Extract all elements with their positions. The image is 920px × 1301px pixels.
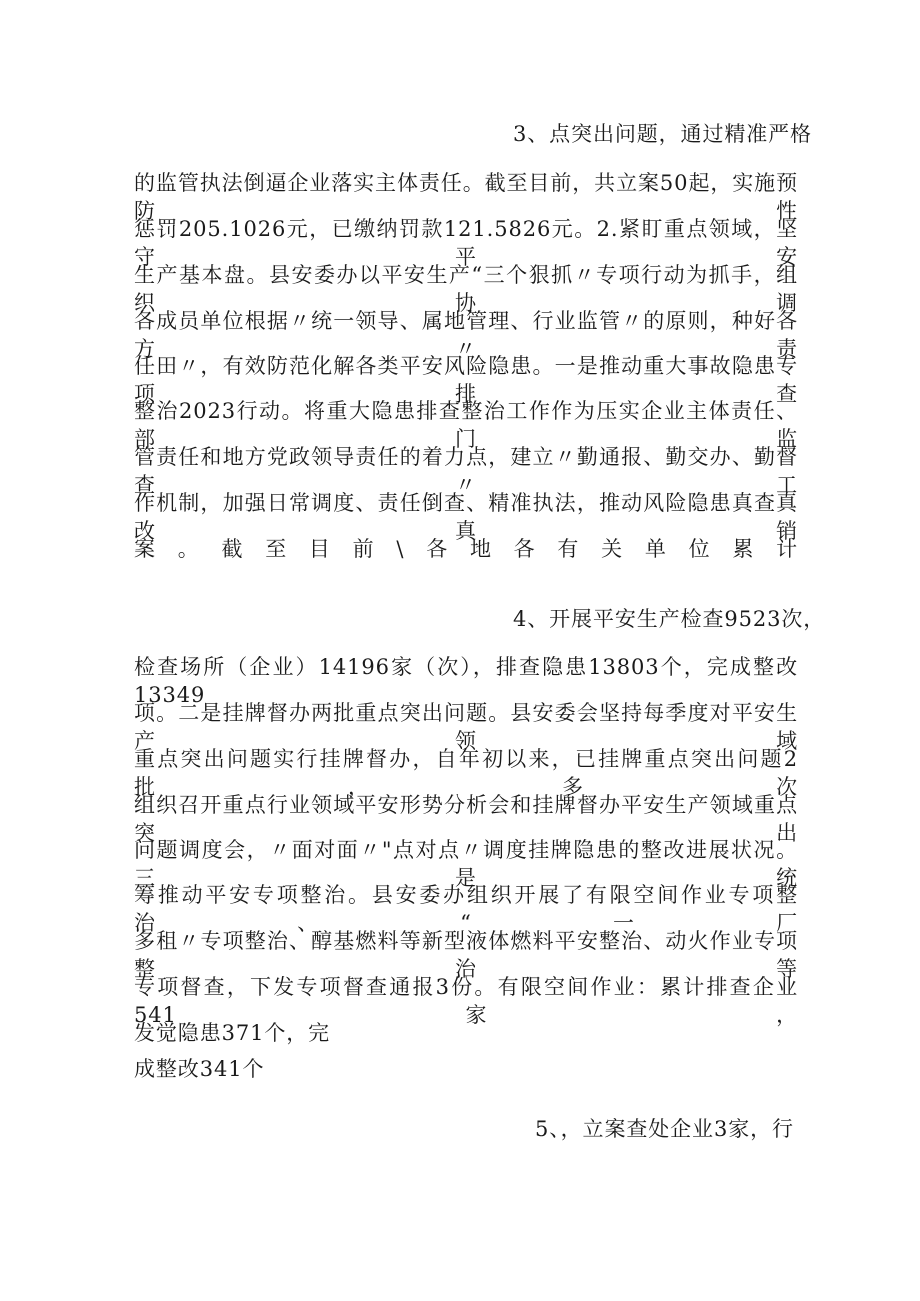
section-4-line: 发觉隐患371个，完 [134, 1021, 331, 1045]
section-3-line: 整治2023行动。将重大隐患排查整治工作作为压实企业主体责任、部门监 [134, 399, 798, 451]
section-3-line: 各成员单位根据〃统一领导、属地管理、行业监管〃的原则，种好各方〃责 [134, 309, 798, 361]
section-3-line: 管责任和地方党政领导责任的着力点，建立〃勤通报、勤交办、勤督查〃工 [134, 445, 798, 497]
section-4-line: 筹推动平安专项整治。县安委办组织开展了有限空间作业专项整治、“一厂 [134, 883, 798, 935]
section-3-line: 作机制，加强日常调度、责任倒查、精准执法，推动风险隐患真查真改真销 [134, 491, 798, 543]
section-4-line: 多租〃专项整治、醇基燃料等新型液体燃料平安整治、动火作业专项整治等 [134, 929, 798, 981]
section-3-line: 的监管执法倒逼企业落实主体责任。截至目前，共立案50起，实施预防性 [134, 171, 798, 223]
section-4-line: 检查场所（企业）14196家（次），排查隐患13803个，完成整改13349 [134, 655, 798, 707]
section-5-heading: 5、，立案查处企业3家，行 [535, 1117, 794, 1141]
section-3-line: 惩罚205.1026元，已缴纳罚款121.5826元。2.紧盯重点领域，坚守平安 [134, 217, 798, 269]
section-4-line: 组织召开重点行业领域平安形势分析会和挂牌督办平安生产领域重点突出 [134, 793, 798, 845]
section-4-line: 专项督查，下发专项督查通报3份。有限空间作业：累计排查企业541家， [134, 975, 798, 1027]
section-4-heading: 4、开展平安生产检查9523次， [513, 607, 826, 631]
section-3-line: 任田〃，有效防范化解各类平安风险隐患。一是推动重大事故隐患专项排查 [134, 354, 798, 406]
section-4-line: 项。二是挂牌督办两批重点突出问题。县安委会坚持每季度对平安生产领域 [134, 701, 798, 753]
section-3-heading: 3、点突出问题，通过精准严格 [513, 122, 812, 146]
section-3-line: 生产基本盘。县安委办以平安生产“三个狠抓〃专项行动为抓手，组织协调 [134, 263, 798, 315]
section-3-line: 案。截至目前\各地各有关单位累计 [134, 537, 798, 561]
section-4-line-last: 成整改341个 [134, 1057, 265, 1081]
section-4-line: 重点突出问题实行挂牌督办，自年初以来，已挂牌重点突出问题2批，多次 [134, 747, 798, 799]
section-4-line: 问题调度会，〃面对面〃"点对点〃调度挂牌隐患的整改进展状况。三是统 [134, 838, 798, 890]
